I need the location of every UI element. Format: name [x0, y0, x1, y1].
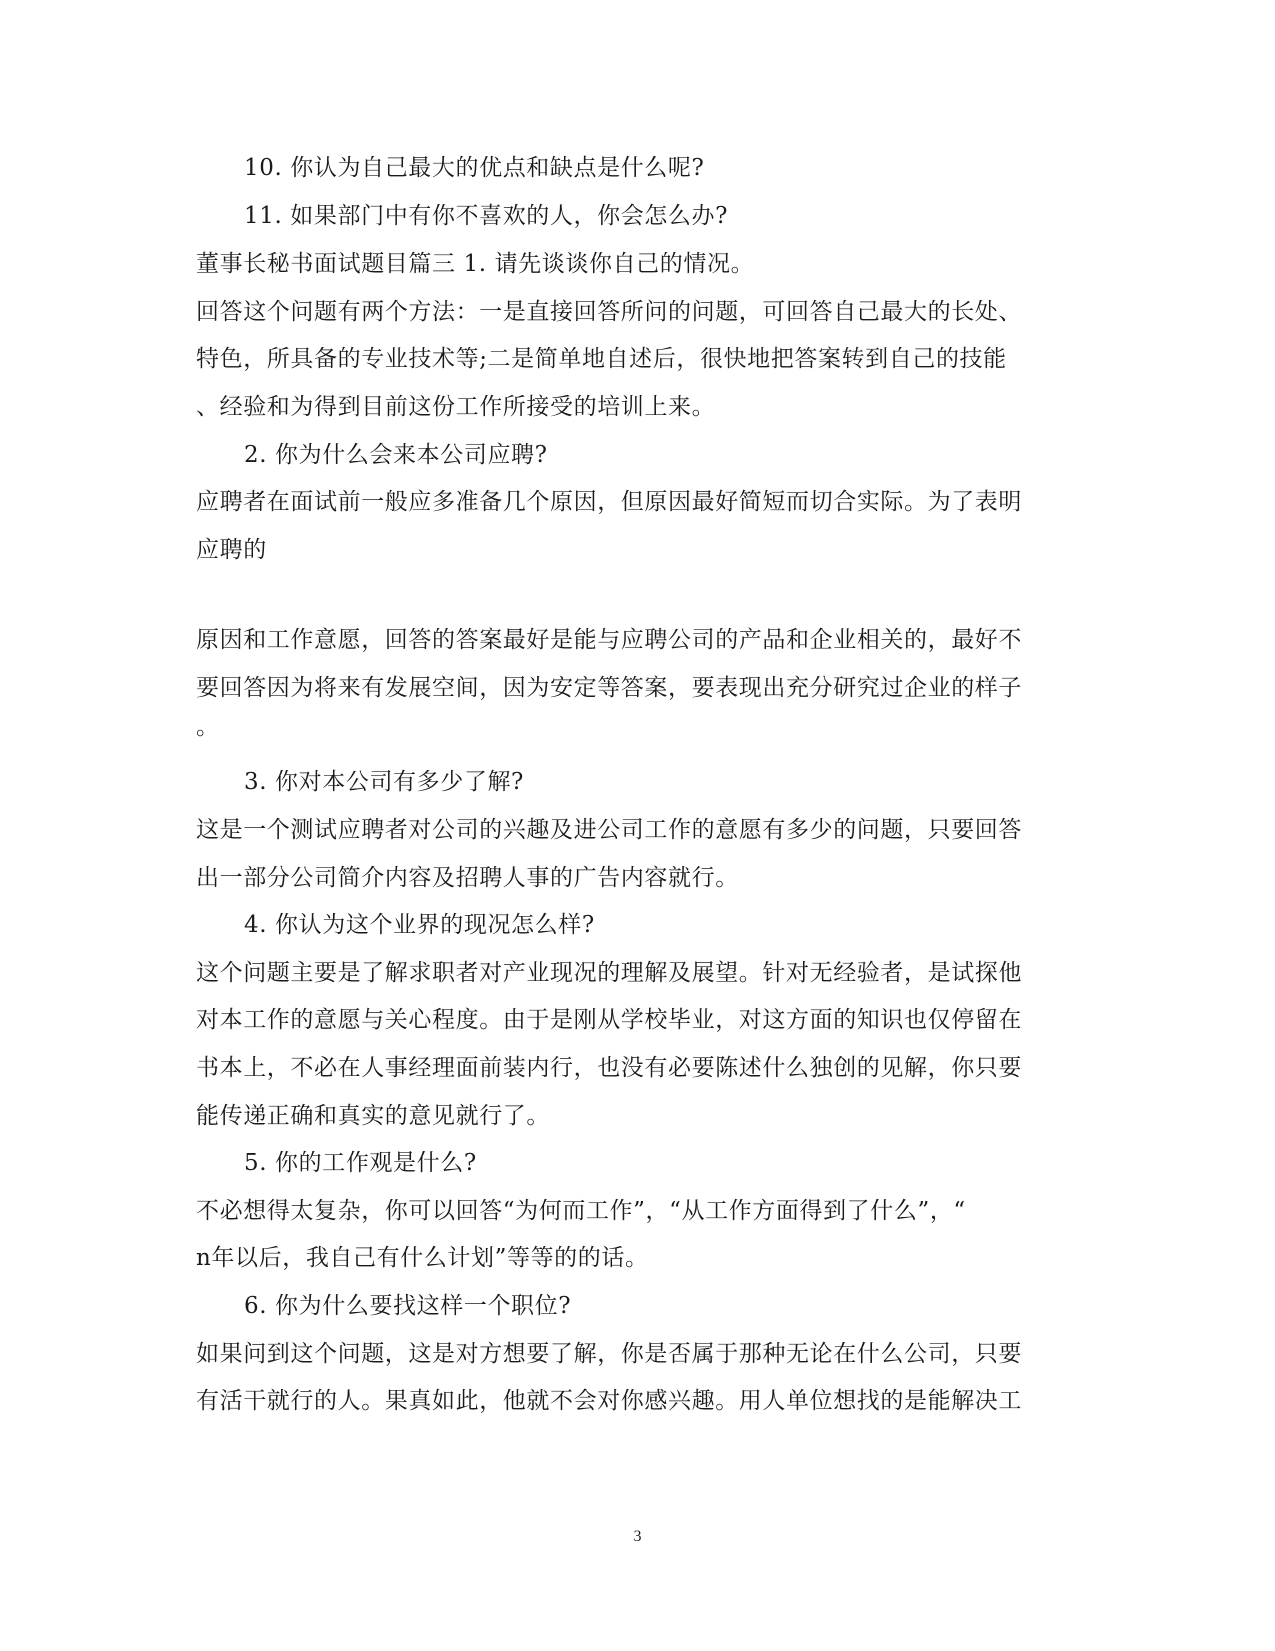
answer-line: 、经验和为得到目前这份工作所接受的培训上来。	[196, 394, 716, 420]
answer-line: 。	[196, 714, 220, 740]
answer-line: 应聘的	[196, 537, 267, 563]
question-11: 11. 如果部门中有你不喜欢的人，你会怎么办?	[244, 203, 729, 229]
answer-line: 特色，所具备的专业技术等;二是简单地自述后，很快地把答案转到自己的技能	[196, 346, 1007, 372]
answer-line: 原因和工作意愿，回答的答案最好是能与应聘公司的产品和企业相关的，最好不	[196, 627, 1022, 653]
answer-line: 书本上，不必在人事经理面前装内行，也没有必要陈述什么独创的见解，你只要	[196, 1055, 1022, 1081]
answer-line: 出一部分公司简介内容及招聘人事的广告内容就行。	[196, 865, 739, 891]
answer-line: 如果问到这个问题，这是对方想要了解，你是否属于那种无论在什么公司，只要	[196, 1341, 1022, 1367]
answer-line: 这是一个测试应聘者对公司的兴趣及进公司工作的意愿有多少的问题，只要回答	[196, 817, 1022, 843]
answer-line: 应聘者在面试前一般应多准备几个原因，但原因最好简短而切合实际。为了表明	[196, 489, 1022, 515]
answer-line: 有活干就行的人。果真如此，他就不会对你感兴趣。用人单位想找的是能解决工	[196, 1388, 1022, 1414]
question-3: 3. 你对本公司有多少了解?	[244, 769, 524, 795]
answer-line: 要回答因为将来有发展空间，因为安定等答案，要表现出充分研究过企业的样子	[196, 675, 1022, 701]
question-2: 2. 你为什么会来本公司应聘?	[244, 442, 548, 468]
page-number: 3	[633, 1528, 642, 1545]
answer-line: n年以后，我自己有什么计划”等等的的话。	[196, 1245, 649, 1271]
question-4: 4. 你认为这个业界的现况怎么样?	[244, 912, 595, 938]
answer-line: 这个问题主要是了解求职者对产业现况的理解及展望。针对无经验者，是试探他	[196, 960, 1022, 986]
question-5: 5. 你的工作观是什么?	[244, 1150, 477, 1176]
question-6: 6. 你为什么要找这样一个职位?	[244, 1293, 572, 1319]
question-10: 10. 你认为自己最大的优点和缺点是什么呢?	[244, 155, 705, 181]
answer-line: 能传递正确和真实的意见就行了。	[196, 1103, 550, 1129]
answer-line: 回答这个问题有两个方法：一是直接回答所问的问题，可回答自己最大的长处、	[196, 299, 1022, 325]
answer-line: 不必想得太复杂，你可以回答“为何而工作”，“从工作方面得到了什么”，“	[196, 1198, 966, 1224]
answer-line: 对本工作的意愿与关心程度。由于是刚从学校毕业，对这方面的知识也仅停留在	[196, 1007, 1022, 1033]
section-heading: 董事长秘书面试题目篇三 1. 请先谈谈你自己的情况。	[196, 251, 755, 277]
